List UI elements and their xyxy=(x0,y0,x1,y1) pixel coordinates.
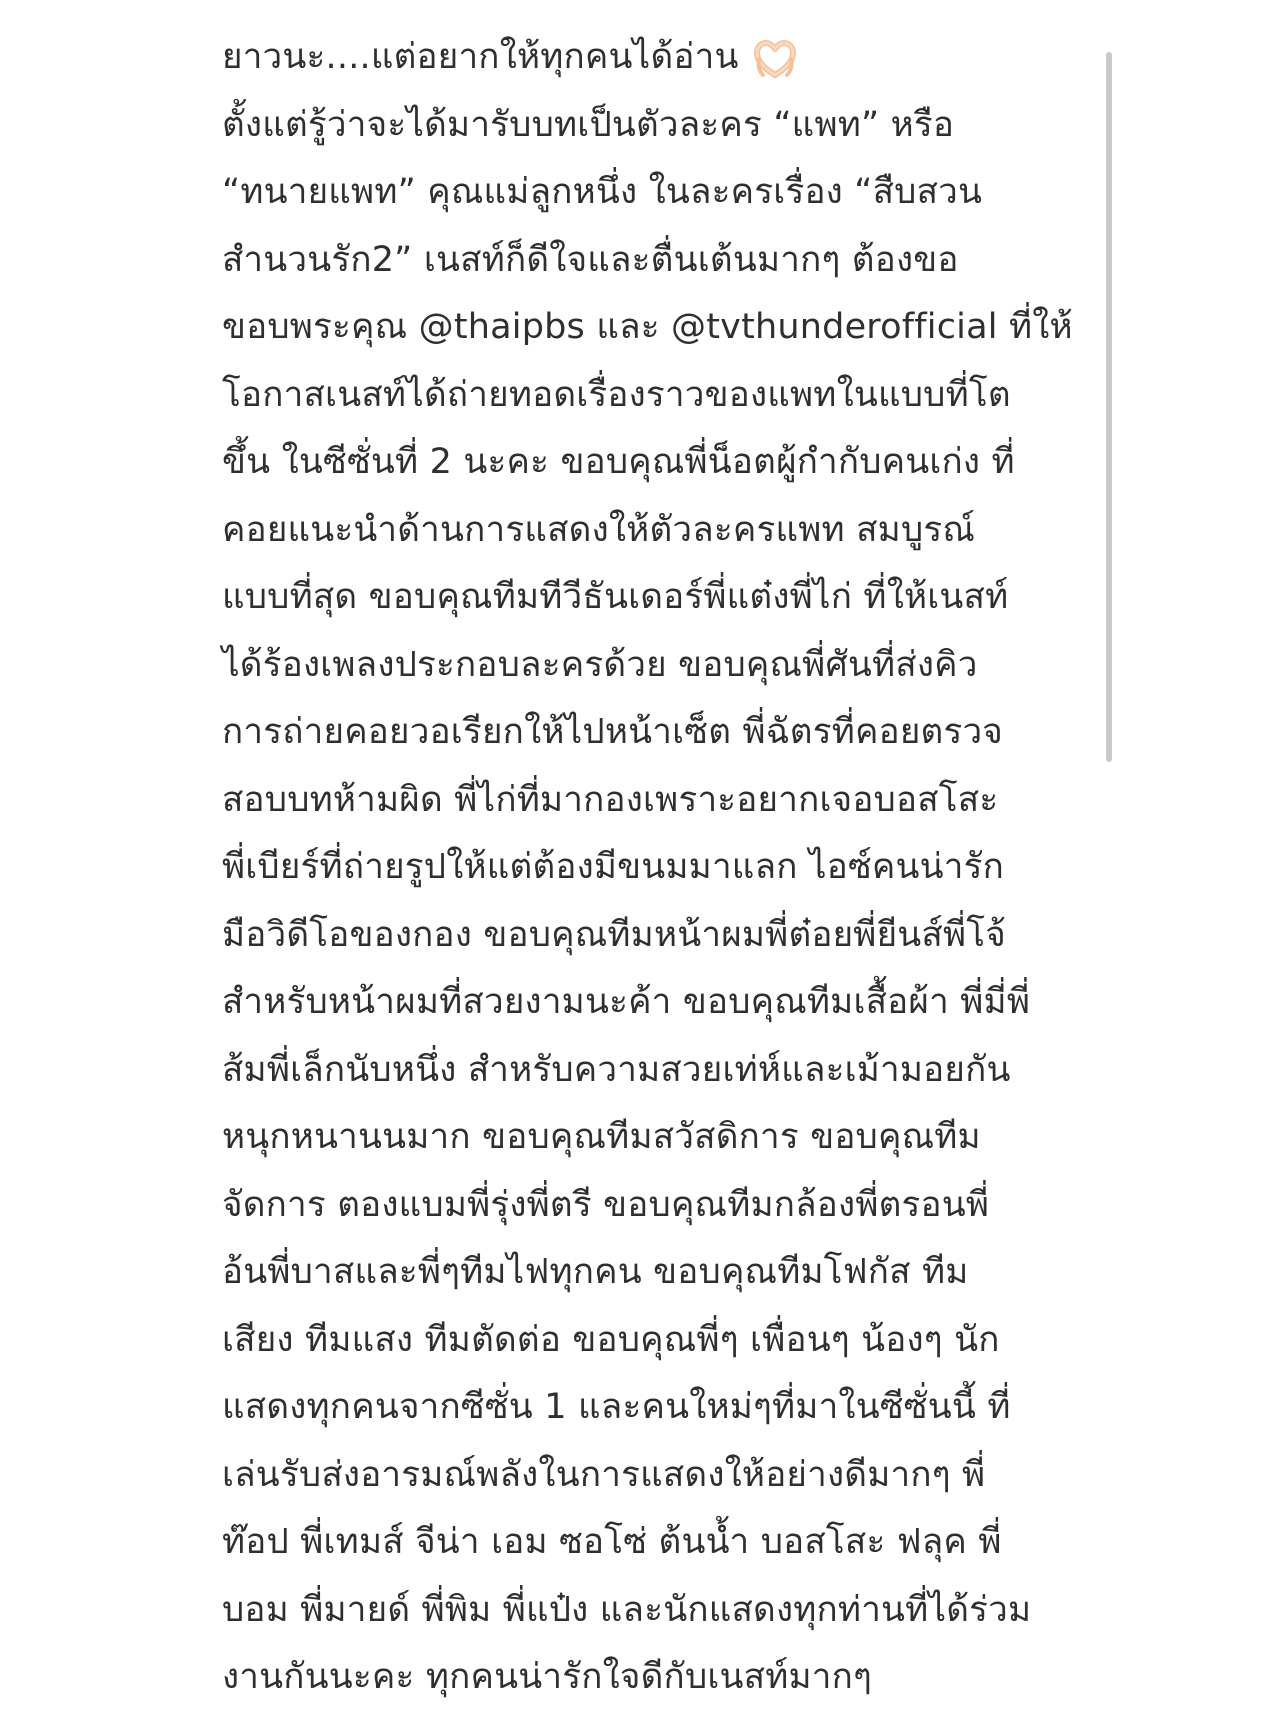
note-line-7: ขึ้น ในซีซั่นที่ 2 นะคะ ขอบคุณพี่น็อตผู้กำกับคนเก่ง ที่ xyxy=(222,442,1015,482)
note-line-8: คอยแนะนำด้านการแสดงให้ตัวละครแพท สมบูรณ์ xyxy=(222,509,976,550)
note-line-19: อ้นพี่บาสและพี่ๆทีมไฟทุกคน ขอบคุณทีมโฟกัส ทีม xyxy=(222,1252,969,1292)
note-line-16: ส้มพี่เล็กนับหนึ่ง สำหรับความสวยเท่ห์และเม้ามอยกัน xyxy=(222,1049,1011,1090)
note-body[interactable] xyxy=(222,24,1102,1712)
note-line-4: สำนวนรัก2” เนสท์ก็ดีใจและตื่นเต้นมากๆ ต้องขอ xyxy=(222,239,959,280)
note-line-22: เล่นรับส่งอารมณ์พลังในการแสดงให้อย่างดีมากๆ พี่ xyxy=(222,1454,986,1495)
note-line-6: โอกาสเนสท์ได้ถ่ายทอดเรื่องราวของแพทในแบบที่โต xyxy=(222,374,1011,415)
note-line-18: จัดการ ตองแบมพี่รุ่งพี่ตรี ขอบคุณทีมกล้องพี่ตรอนพี่ xyxy=(222,1184,990,1225)
vertical-scrollbar[interactable] xyxy=(1104,50,1114,770)
note-line-12: สอบบทห้ามผิด พี่ไก่ที่มากองเพราะอยากเจอบอสโสะ xyxy=(222,779,999,820)
note-line-1 xyxy=(222,24,1102,92)
heart-hands-icon xyxy=(753,35,797,75)
note-line-25: งานกันนะคะ ทุกคนน่ารักใจดีกับเนสท์มากๆ xyxy=(222,1657,872,1697)
note-line-13: พี่เบียร์ที่ถ่ายรูปให้แต่ต้องมีขนมมาแลก ไอซ์คนน่ารัก xyxy=(222,847,1005,887)
note-line-14: มือวิดีโอของกอง ขอบคุณทีมหน้าผมพี่ต๋อยพี่ยีนส์พี่โจ้ xyxy=(222,914,1006,955)
note-line-21: แสดงทุกคนจากซีซั่น 1 และคนใหม่ๆที่มาในซีซั่นนี้ ที่ xyxy=(222,1387,1011,1427)
note-line-text: ยาวนะ....แต่อยากให้ทุกคนได้อ่าน xyxy=(222,37,739,77)
note-line-24: บอม พี่มายด์ พี่พิม พี่แป๋ง และนักแสดงทุกท่านที่ได้ร่วม xyxy=(222,1589,1032,1630)
note-line-23: ท๊อป พี่เทมส์ จีน่า เอม ซอโซ่ ต้นน้ำ บอสโสะ ฟลุค พี่ xyxy=(222,1522,1002,1562)
note-line-3: “ทนายแพท” คุณแม่ลูกหนึ่ง ในละครเรื่อง “สืบสวน xyxy=(222,172,983,212)
note-line-2: ตั้งแต่รู้ว่าจะได้มารับบทเป็นตัวละคร “แพท” หรือ xyxy=(222,104,955,145)
note-line-10: ได้ร้องเพลงประกอบละครด้วย ขอบคุณพี่ศันที่ส่งคิว xyxy=(222,644,978,685)
heart-hands-svg xyxy=(753,39,797,79)
note-line-15: สำหรับหน้าผมที่สวยงามนะค้า ขอบคุณทีมเสื้อผ้า พี่มี่พี่ xyxy=(222,982,1031,1022)
note-line-5: ขอบพระคุณ @thaipbs และ @tvthunderofficial ที่ให้ xyxy=(222,307,1073,347)
note-line-17: หนุกหนานนมาก ขอบคุณทีมสวัสดิการ ขอบคุณทีม xyxy=(222,1117,981,1157)
scrollbar-thumb[interactable] xyxy=(1106,52,1112,762)
note-line-9: แบบที่สุด ขอบคุณทีมทีวีธันเดอร์พี่แต๋งพี่ไก่ ที่ให้เนสท์ xyxy=(222,577,1009,617)
note-line-11: การถ่ายคอยวอเรียกให้ไปหน้าเซ็ต พี่ฉัตรที่คอยตรวจ xyxy=(222,712,1004,752)
note-line-20: เสียง ทีมแสง ทีมตัดต่อ ขอบคุณพี่ๆ เพื่อนๆ น้องๆ นัก xyxy=(222,1319,1000,1360)
